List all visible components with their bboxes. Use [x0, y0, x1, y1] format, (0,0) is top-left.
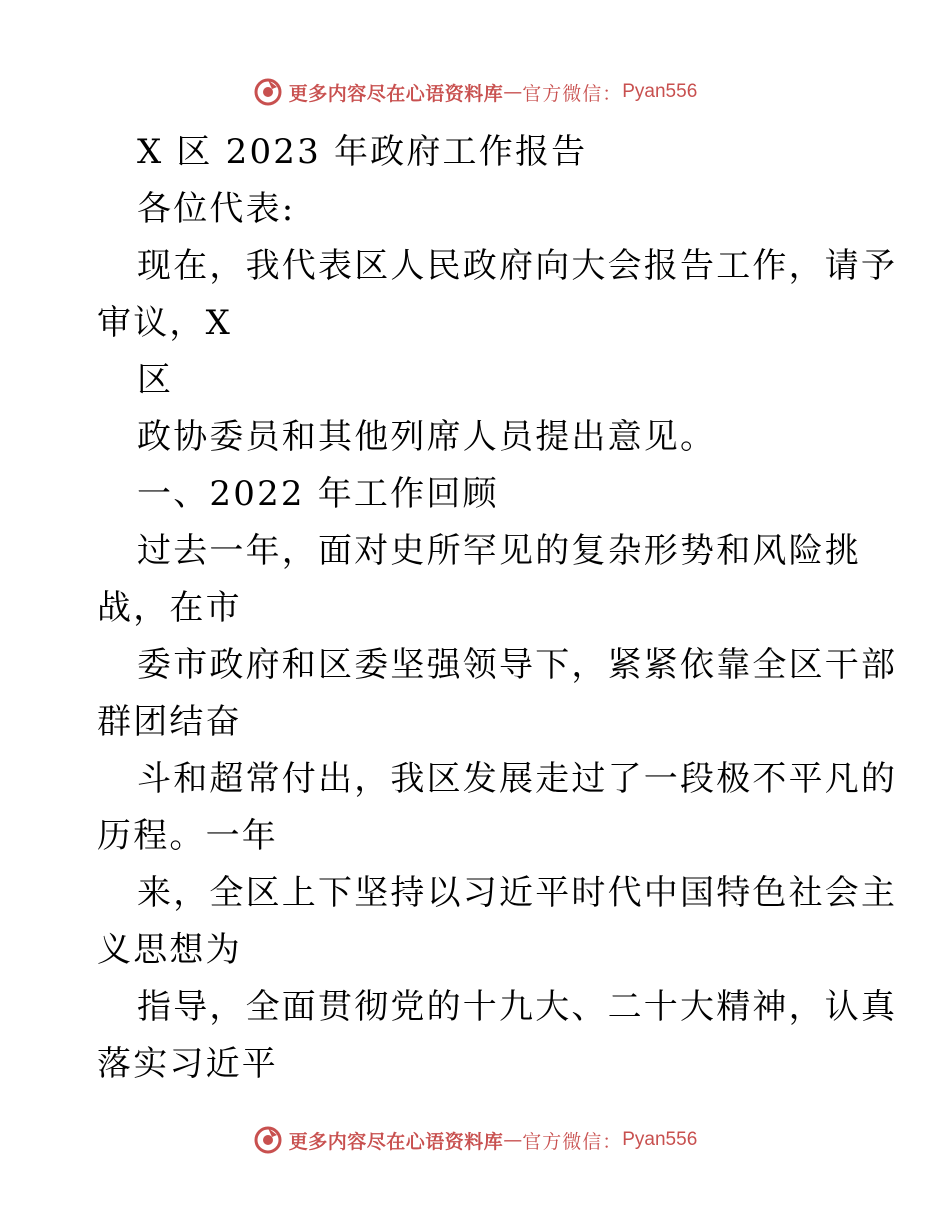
paragraph-line: 战，在市 — [97, 588, 242, 628]
watermark-main-text: 更多内容尽在心语资料库 — [288, 1130, 504, 1153]
paragraph-line: 过去一年，面对史所罕见的复杂形势和风险挑 — [137, 531, 861, 571]
watermark-wechat-id: Pyan556 — [622, 1129, 698, 1150]
paragraph-line: 政协委员和其他列席人员提出意见。 — [137, 417, 717, 457]
paragraph-line: 历程。一年 — [97, 816, 278, 856]
paragraph-line: 指导，全面贯彻党的十九大、二十大精神，认真 — [137, 987, 898, 1027]
document-body — [97, 124, 898, 1093]
footer-watermark — [0, 1120, 950, 1160]
header-watermark — [0, 72, 950, 112]
paragraph-line: 审议，X — [97, 303, 233, 343]
watermark-sub-text: 官方微信： — [522, 82, 623, 105]
brand-logo-icon — [253, 1125, 283, 1155]
watermark-main-text: 更多内容尽在心语资料库 — [288, 82, 504, 105]
paragraph-line: 群团结奋 — [97, 702, 242, 742]
paragraph-line: 来，全区上下坚持以习近平时代中国特色社会主 — [137, 873, 898, 913]
paragraph-line: 委市政府和区委坚强领导下，紧紧依靠全区干部 — [137, 645, 898, 685]
paragraph-line: 落实习近平 — [97, 1044, 278, 1084]
paragraph-line: 现在，我代表区人民政府向大会报告工作，请予 — [137, 246, 898, 286]
watermark-sub-text: 官方微信： — [522, 1130, 623, 1153]
document-title: X 区 2023 年政府工作报告 — [137, 132, 588, 172]
paragraph-line: 区 — [137, 360, 174, 400]
section-heading: 一、2022 年工作回顾 — [137, 474, 499, 514]
watermark-wechat-id: Pyan556 — [622, 81, 698, 102]
paragraph-line: 斗和超常付出，我区发展走过了一段极不平凡的 — [137, 759, 898, 799]
watermark-dash: — — [503, 81, 523, 103]
paragraph-line: 义思想为 — [97, 930, 242, 970]
watermark-dash: — — [503, 1129, 523, 1151]
brand-logo-icon — [253, 77, 283, 107]
salutation: 各位代表: — [137, 189, 296, 229]
